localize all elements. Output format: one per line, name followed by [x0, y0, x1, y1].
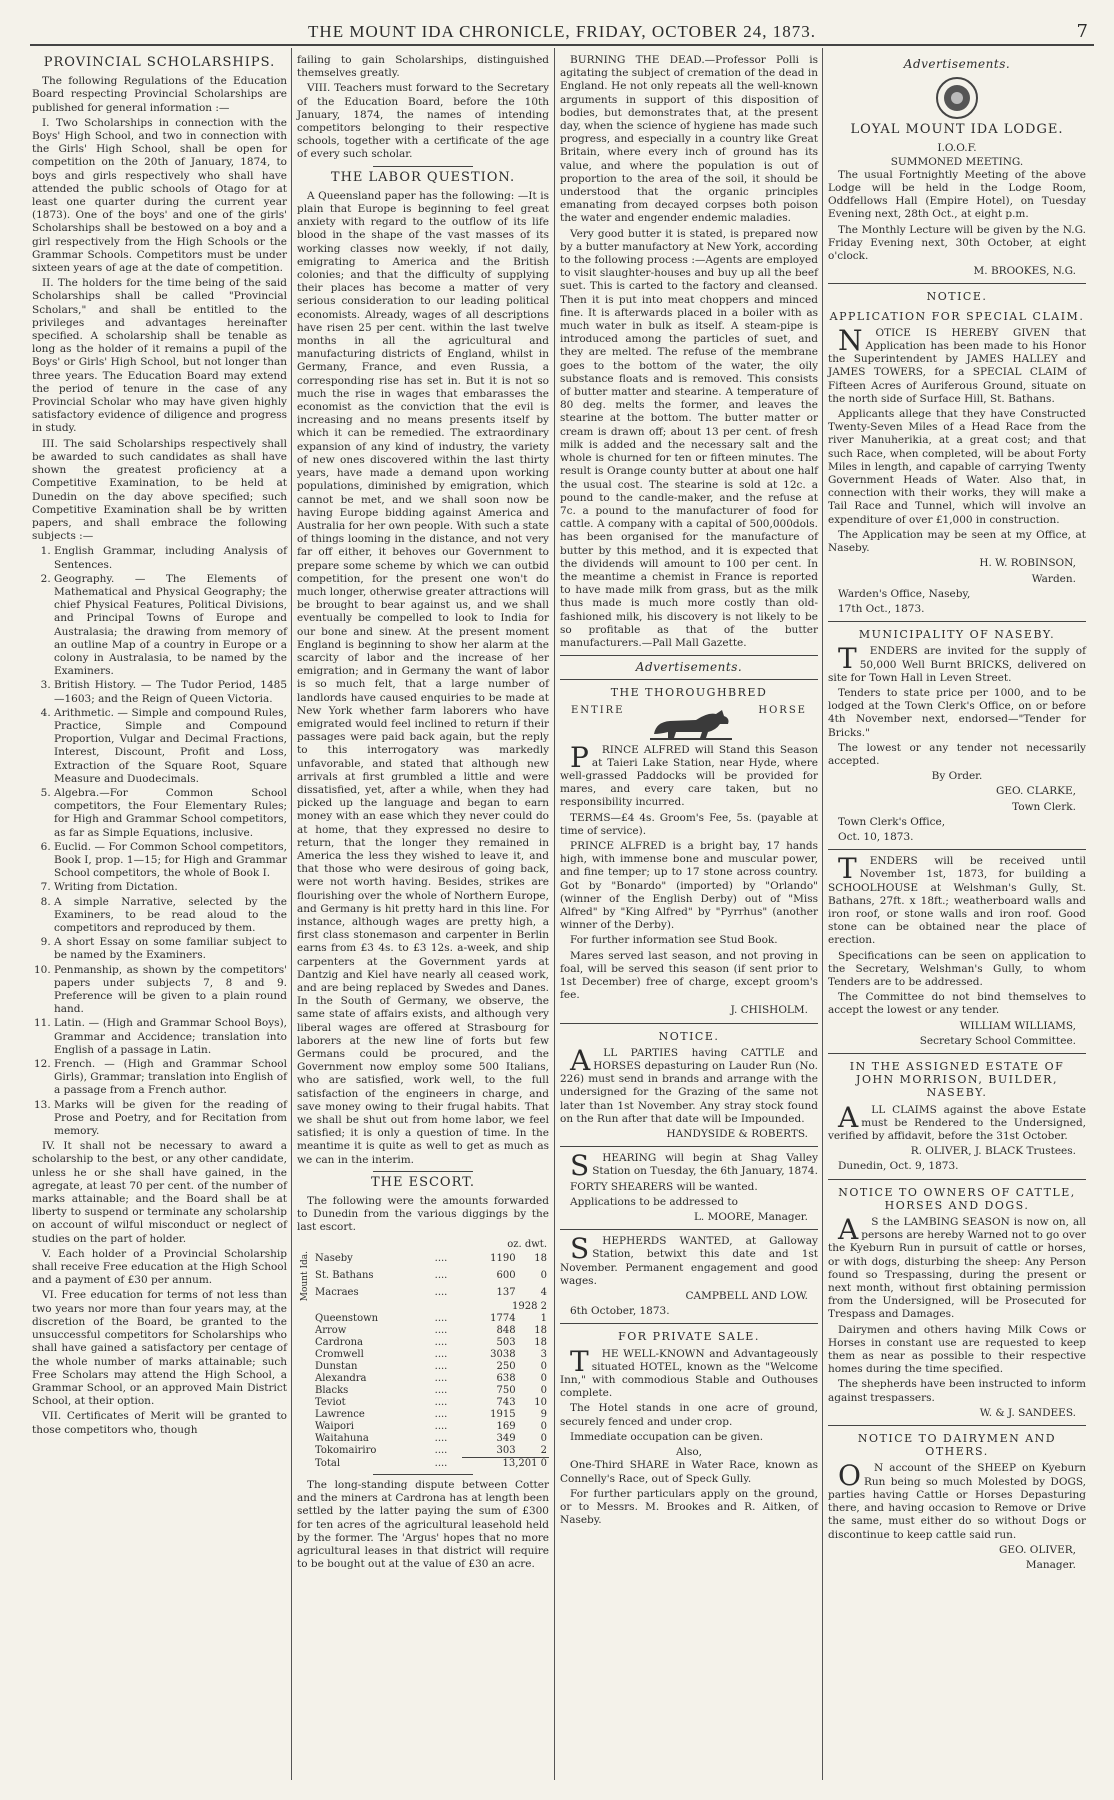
table-cell: Dunstan	[315, 1360, 358, 1372]
table-row: Tokomairiro .... 303 2	[315, 1444, 547, 1457]
table-cell: Blacks	[315, 1384, 349, 1396]
list-item: 5. Algebra.—For Common School competitors, the Four Elementary Rules; for High and Grammar School competitors, as far as Simple Equations, inclusive.	[54, 787, 287, 840]
column-rule	[291, 48, 292, 1780]
table-cell: Queenstown	[315, 1312, 379, 1324]
column-4	[828, 54, 1086, 1574]
signature: J. CHISHOLM.	[730, 1004, 808, 1017]
regulation-7-cont: failing to gain Scholarships, distinguished themselves greatly.	[297, 54, 549, 80]
lecture-text: The Monthly Lecture will be given by the N.G. Friday Evening next, 30th October, at eight o'clock.	[828, 223, 1086, 263]
signature: L. MOORE, Manager.	[693, 1211, 808, 1224]
hotel-ad: THE WELL-KNOWN and Advantageously situated HOTEL, known as the "Welcome Inn," with commodious Stable and Outhouses complete.	[560, 1344, 818, 1400]
masthead-title: THE MOUNT IDA CHRONICLE, FRIDAY, OCTOBER 24, 1873.	[308, 22, 816, 41]
shearing-ad: SHEARING will begin at Shag Valley Station on Tuesday, the 6th January, 1874.	[570, 1149, 818, 1183]
table-row: Mount Ida. Naseby .... 1190 18	[297, 1251, 549, 1268]
advertisements-heading: Advertisements.	[903, 57, 1011, 71]
table-cell: 0	[540, 1432, 547, 1444]
scholarships-heading: PROVINCIAL SCHOLARSHIPS.	[43, 55, 276, 70]
table-cell: Macraes	[315, 1286, 359, 1298]
trustee-name: J. BLACK	[974, 1145, 1024, 1158]
town-clerk-office: Town Clerk's Office,	[838, 815, 946, 828]
table-cell: 503	[496, 1336, 516, 1348]
table-row: Cromwell .... 3038 3	[315, 1348, 547, 1360]
table-cell: St. Bathans	[315, 1269, 374, 1281]
bricks-tender: TENDERS are invited for the supply of 50,000 Well Burnt BRICKS, delivered on site for Town Hall in Leven Street.	[828, 642, 1086, 684]
table-cell: 303	[496, 1444, 516, 1456]
escort-table	[297, 1239, 549, 1470]
list-item: 8. A simple Narrative, selected by the Examiners, to be read aloud to the competitors and reproduced by them.	[54, 896, 287, 936]
regulation-2: II. The holders for the time being of the said Scholarships shall be called "Provincial Scholars," and shall be entitled to the privileges and advantages hereinafter specified. A scholarship shall be tenable as long as the holder of it remains a pupil of the Boys' or Girls' High School, but not longer than three years. The Education Board may extend the period of tenure in the case of any Provincial Scholar who may have given highly satisfactory evidence of diligence and progress in study.	[32, 277, 287, 435]
estate-heading: IN THE ASSIGNED ESTATE OF JOHN MORRISON, BUILDER, NASEBY.	[849, 1060, 1065, 1100]
table-cell: 0	[540, 1269, 547, 1281]
table-row: Dunstan .... 250 0	[315, 1360, 547, 1372]
list-item: 7. Writing from Dictation.	[54, 881, 287, 894]
regulation-4: IV. It shall not be necessary to award a scholarship to the best, or any other candidate, unless he or she shall have gained, in the agregate, at least 70 per cent. of the number of marks attainable; and the Board shall be at liberty to suspend or terminate any scholarship on account of wilful misconduct or neglect of studies on the part of holder.	[32, 1140, 287, 1245]
table-cell: Cardrona	[315, 1336, 363, 1348]
mares-note: Mares served last season, and not proving in foal, will be served this season (if sent prior to 1st December) free of charge, except groom's fee.	[560, 949, 818, 1002]
page-number: 7	[1076, 21, 1088, 42]
lodge-heading: LOYAL MOUNT IDA LODGE.	[850, 122, 1064, 138]
sheep-notice: ON account of the SHEEP on Kyeburn Run being so much Molested by DOGS, parties having Cattle or Horses Depasturing there, and having occasion to Remove or Drive the same, must either do so without Dogs or discontinue to keep cattle said run.	[828, 1459, 1086, 1541]
table-cell: 18	[534, 1336, 547, 1348]
divider	[828, 621, 1086, 622]
signature: CAMPBELL AND LOW.	[685, 1290, 808, 1303]
table-cell: Alexandra	[315, 1372, 367, 1384]
table-cell: 1	[540, 1312, 547, 1324]
list-item: 4. Arithmetic. — Simple and compound Rules, Practice, Simple and Compound Proportion, Vulgar and Decimal Fractions, Interest, Discount, Profit and Loss, Extraction of the Square Root, Square Measure and Duodecimals.	[54, 707, 287, 786]
table-cell: 18	[534, 1253, 547, 1265]
horse-ad-title: THE THOROUGHBRED	[610, 686, 768, 700]
divider	[560, 1146, 818, 1147]
butter-article: Very good butter it is stated, is prepared now by a butter manufactory at New York, according to the following process :—Agents are employed to visit slaughter-houses and buy up all the beef suet. This is carted to the factory and cleansed. Then it is put into meat choppers and minced fine. It is afterwards placed in a boiler with as much water in bulk as itself. A steam-pipe is introduced among the particles of suet, and they are melted. The refuse of the membrane goes to the bottom of the water, the oily substance floats and is removed. This consists of butter matter and stearine. A temperature of 80 deg. melts the former, and leaves the stearine at the bottom. The butter matter or cream is drawn off; about 13 per cent. of fresh milk is added and the necessary salt and the whole is churned for ten or fifteen minutes. The result is Orange county butter at about one half the usual cost. The stearine is sold at 12c. a pound to the candle-maker, and the refuse at 7c. a pound to the manufacturer of food for cattle. A company with a capital of 500,000dols. has been organised for the manufacture of butter by this method, and it is expected that the dividends will amount to 100 per cent. In the meantime a chemist in France is reported to have made milk from grass, but as the milk thus made is much more costly than old-fashioned milk, his discovery is not likely to be so profitable as that of the butter manufacturers.—Pall Mall Gazette.	[560, 227, 818, 649]
subjects-list	[32, 545, 287, 1138]
signature-title: Manager.	[1025, 1558, 1076, 1571]
warden-date: 17th Oct., 1873.	[838, 602, 925, 615]
table-cell: 1915	[490, 1408, 516, 1420]
dairymen-heading: NOTICE TO DAIRYMEN AND OTHERS.	[857, 1432, 1057, 1459]
divider	[828, 283, 1086, 284]
signature: M. BROOKES, N.G.	[973, 265, 1076, 278]
divider	[828, 849, 1086, 850]
list-item: 3. British History. — The Tudor Period, 1485—1603; and the Reign of Queen Victoria.	[54, 679, 287, 705]
table-cell: Waitahuna	[315, 1432, 369, 1444]
table-cell: Tokomairiro	[315, 1445, 377, 1457]
table-cell: Lawrence	[315, 1408, 365, 1420]
table-cell: 1774	[490, 1312, 516, 1324]
column-2	[297, 54, 549, 1573]
table-cell: 349	[496, 1432, 516, 1444]
list-item: 9. A short Essay on some familiar subject to be named by the Examiners.	[54, 936, 287, 962]
table-row: Queenstown .... 1774 1	[315, 1312, 547, 1324]
regulation-5: V. Each holder of a Provincial Scholarship shall receive Free education at the High School and a payment of £30 per annum.	[32, 1247, 287, 1287]
shearers-wanted: FORTY SHEARERS will be wanted.	[570, 1180, 758, 1193]
private-sale-heading: FOR PRIVATE SALE.	[618, 1330, 760, 1344]
schoolhouse-tender-2: Specifications can be seen on application to the Secretary, Welshman's Gully, to whom Tenders are to be addressed.	[828, 949, 1086, 988]
labor-heading: THE LABOR QUESTION.	[330, 169, 516, 185]
signature: H. W. ROBINSON,	[979, 557, 1076, 570]
table-row: Macraes .... 137 4	[297, 1284, 549, 1301]
shepherds-ad: SHEPHERDS WANTED, at Galloway Station, betwixt this date and 1st November. Permanent engagement and good wages.	[560, 1232, 818, 1287]
column-rule	[554, 48, 555, 1780]
list-item: 12. French. — (High and Grammar School Girls), Grammar; translation into English of a passage from a French author.	[54, 1058, 287, 1098]
special-claim-heading: APPLICATION FOR SPECIAL CLAIM.	[829, 309, 1085, 323]
divider	[373, 1474, 474, 1475]
table-row: Waitahuna .... 349 0	[315, 1432, 547, 1444]
dunedin-date: Dunedin, Oct. 9, 1873.	[838, 1160, 959, 1173]
signature: W. & J. SANDEES.	[979, 1406, 1076, 1419]
list-item: 1. English Grammar, including Analysis of Sentences.	[54, 545, 287, 571]
table-cell: 250	[496, 1360, 516, 1372]
signature-title: Warden.	[1031, 572, 1076, 585]
signature: GEO. OLIVER,	[999, 1543, 1076, 1556]
table-row: Blacks .... 750 0	[315, 1384, 547, 1396]
stud-book-note: For further information see Stud Book.	[570, 934, 778, 947]
table-cell: 3038	[490, 1348, 516, 1360]
divider	[560, 1229, 818, 1230]
table-cell: 1928 2	[512, 1300, 547, 1312]
lodge-text: The usual Fortnightly Meeting of the above Lodge will be held in the Lodge Room, Oddfellows Hall (Empire Hotel), on Tuesday Evening next, 28th Oct., at eight p.m.	[828, 168, 1086, 221]
warden-office: Warden's Office, Naseby,	[838, 587, 971, 600]
lambing-notice-2: Dairymen and others having Milk Cows or Horses in constant use are requested to keep them as near as possible to their respective homes during the time specified.	[828, 1323, 1086, 1376]
all-parties-ad: ALL PARTIES having CATTLE and HORSES depasturing on Lauder Run (No. 226) must send in brands and arrange with the undersigned for the Grazing of the same not later than 1st November. Any stray stock found on the Run after that date will be Impounded.	[560, 1043, 818, 1125]
list-item: 13. Marks will be given for the reading of Prose and Poetry, and for Recitation from memory.	[54, 1099, 287, 1139]
water-share: One-Third SHARE in Water Race, known as Connelly's Race, out of Speck Gully.	[560, 1459, 818, 1485]
regulation-3: III. The said Scholarships respectively shall be awarded to such candidates as shall have shown the greatest proficiency at a Competitive Examination, to be held at Dunedin on the day above specified; such Competitive Examination shall be by written papers, and shall embrace the following subjects :—	[32, 437, 287, 543]
by-order: By Order.	[931, 770, 983, 783]
table-row: Teviot .... 743 10	[315, 1396, 547, 1408]
table-cell: 0	[540, 1420, 547, 1432]
hotel-occupation: Immediate occupation can be given.	[570, 1430, 764, 1443]
advertisements-heading: Advertisements.	[635, 660, 743, 675]
signature: R. OLIVER, J. BLACK Trustees.	[910, 1145, 1076, 1158]
table-cell: Arrow	[315, 1324, 347, 1336]
prince-description: PRINCE ALFRED is a bright bay, 17 hands high, with immense bone and muscular power, and fine temper; up to 17 stone across country. Got by "Bonardo" (imported) by "Orlando" (winner of the English Derby) out of "Miss Alfred" by "King Alfred" by "Pyrrhus" (another winner of the Derby).	[560, 839, 818, 932]
table-cell: 3	[540, 1348, 547, 1360]
table-cell: 137	[496, 1286, 516, 1298]
trustees-label: Trustees.	[1026, 1145, 1076, 1158]
claim-details: Applicants allege that they have Constructed Twenty-Seven Miles of a Head Race from the river Manuherikia, at a great cost; and that such Race, when completed, will be about Forty Miles in length, and capable of carrying Twenty Government Heads of Water. Also that, in connection with their works, they will make a Tail Race and Tunnel, which will involve an expenditure of over £1,000 in construction.	[828, 408, 1086, 526]
table-row: Cardrona .... 503 18	[315, 1336, 547, 1348]
table-row: Total .... 13,201 0	[315, 1457, 547, 1469]
escort-group-label: Mount Ida.	[300, 1250, 310, 1301]
table-cell: Waipori	[315, 1420, 354, 1432]
table-cell: 0	[540, 1384, 547, 1396]
table-row: St. Bathans .... 600 0	[297, 1267, 549, 1284]
table-cell: 743	[496, 1396, 516, 1408]
table-row	[297, 1239, 549, 1251]
table-cell: 18	[534, 1324, 547, 1336]
notice-heading: NOTICE.	[658, 1029, 720, 1043]
trustee-name: R. OLIVER	[910, 1145, 969, 1158]
table-cell: Naseby	[315, 1253, 353, 1265]
regulation-6: VI. Free education for terms of not less than two years nor more than four years may, at the discretion of the Board, be granted to the unsuccessful competitors for Scholarships who shall have gained a satisfactory per centage of the whole number of marks attainable; such Free Scholars may attend the High School, a Grammar School, or an approved Main District School, at their option.	[32, 1289, 287, 1408]
signature: WILLIAM WILLIAMS,	[959, 1019, 1076, 1032]
divider	[560, 1323, 818, 1324]
lambing-notice-3: The shepherds have been instructed to inform against trespassers.	[828, 1378, 1086, 1404]
table-cell: Teviot	[315, 1396, 346, 1408]
divider	[373, 1171, 474, 1172]
schoolhouse-tender: TENDERS will be received until November 1st, 1873, for building a SCHOOLHOUSE at Welshman's Gully, St. Bathans, 27ft. x 18ft.; weatherboard walls and iron roof, or stone walls and iron roof. Good stone can be obtained near the place of erection.	[828, 852, 1086, 947]
list-item: 10. Penmanship, as shown by the competitors' papers under subjects 7, 8 and 9. Preference will be given to a plain round hand.	[54, 964, 287, 1017]
signature-title: Town Clerk.	[1012, 800, 1076, 813]
claim-notice: NOTICE IS HEREBY GIVEN that Application has been made to his Honor the Superintendent by JAMES HALLEY and JAMES TOWERS, for a SPECIAL CLAIM of Fifteen Acres of Auriferous Ground, situate on the north side of Surface Hill, St. Bathans.	[828, 323, 1086, 405]
divider	[560, 1023, 818, 1024]
regulation-8: VIII. Teachers must forward to the Secretary of the Education Board, before the 10th January, 1874, the names of intending competitors belonging to their respective schools, together with a certificate of the age of every such scholar.	[297, 82, 549, 161]
table-cell: 169	[496, 1420, 516, 1432]
table-row: Lawrence .... 1915 9	[315, 1408, 547, 1420]
regulation-7: VII. Certificates of Merit will be granted to those competitors who, though	[32, 1410, 287, 1436]
masthead	[30, 18, 1094, 46]
table-row	[297, 1301, 549, 1313]
lambing-notice: AS the LAMBING SEASON is now on, all persons are hereby Warned not to go over the Kyeburn Run in pursuit of cattle or horses, or with dogs, disturbing the sheep: Any Person found so Trespassing, during the present or next month, without first obtaining permission from the Undersigned, will be Prosecuted for Trespass and Damages.	[828, 1213, 1086, 1321]
bricks-tender-3: The lowest or any tender not necessarily accepted.	[828, 741, 1086, 767]
horse-ad-left: ENTIRE	[570, 704, 625, 716]
table-row: Waipori .... 169 0	[315, 1420, 547, 1432]
escort-total: 13,201 0	[462, 1457, 549, 1470]
column-1	[32, 54, 287, 1439]
also-label: Also,	[676, 1446, 702, 1459]
terms: TERMS—£4 4s. Groom's Fee, 5s. (payable at time of service).	[560, 811, 818, 837]
table-row: Alexandra .... 638 0	[315, 1372, 547, 1384]
divider	[560, 679, 818, 680]
signature-title: Secretary School Committee.	[919, 1034, 1076, 1047]
signature: GEO. CLARKE,	[995, 785, 1076, 798]
divider	[373, 166, 474, 167]
divider	[828, 1053, 1086, 1054]
table-cell: 4	[540, 1286, 547, 1298]
claim-office: The Application may be seen at my Office, at Naseby.	[828, 528, 1086, 555]
divider	[560, 655, 818, 656]
regulation-1: I. Two Scholarships in connection with the Boys' High School, and two in connection with the Girls' High School, shall be open for competition on the 20th of January, 1874, to boys and girls respectively who shall have attended the public schools of Otago for at least one quarter during the current year (1873). One of the boys' and one of the girls' Scholarships shall be bestowed on a boy and a girl respectively from the High Schools or the Grammar Schools. Competitors must be under sixteen years of age at the date of competition.	[32, 116, 287, 275]
table-cell: 848	[496, 1324, 516, 1336]
bricks-tender-2: Tenders to state price per 1000, and to be lodged at the Town Clerk's Office, on or before 4th November next, endorsed—"Tender for Bricks."	[828, 686, 1086, 739]
applications-note: Applications to be addressed to	[570, 1195, 738, 1208]
owners-heading: NOTICE TO OWNERS OF CATTLE, HORSES AND DOGS.	[838, 1185, 1076, 1212]
list-item: 6. Euclid. — For Common School competitors, Book I, prop. 1—15; for High and Grammar School competitors, the whole of Book I.	[54, 841, 287, 881]
municipality-heading: MUNICIPALITY OF NASEBY.	[858, 628, 1056, 642]
prince-alfred-ad: PRINCE ALFRED will Stand this Season at Taieri Lake Station, near Hyde, where well-grassed Paddocks will be provided for mares, and every care taken, but no responsibility incurred.	[560, 740, 818, 809]
burning-dead-article: BURNING THE DEAD.—Professor Polli is agitating the subject of cremation of the dead in England. He not only repeats all the well-known arguments in support of this disposition of bodies, but demonstrates that, at the present day, when the science of hygiene has made such progress, and especially in a country like Great Britain, where every inch of ground has its value, and where the population is out of proportion to the area of the soil, it should be understood that the organic principles emanating from decayed corpses both poison the water and engender endemic maladies.	[560, 54, 818, 225]
table-cell: Cromwell	[315, 1348, 364, 1360]
escort-total-label: Total	[315, 1457, 341, 1469]
table-row: Arrow .... 848 18	[315, 1324, 547, 1336]
table-cell: 9	[540, 1408, 547, 1420]
list-item: 2. Geography. — The Elements of Mathematical and Physical Geography; the chief Physical Features, Political Divisions, and Principal Towns of Europe and Australasia; the drawing from memory of an outline Map of a country in Europe or a colony in Australasia, to be named by the Examiners.	[54, 573, 287, 679]
table-cell: 750	[496, 1384, 516, 1396]
summoned-meeting: SUMMONED MEETING.	[890, 155, 1024, 168]
oddfellows-emblem-icon	[934, 75, 980, 121]
cardrona-paragraph: The long-standing dispute between Cotter and the miners at Cardrona has at length been settled by the latter paying the sum of £300 for ten acres of the agricultural leasehold held by the former. The 'Argus' hopes that no more agricultural leases in that district will require to be bought out at the value of £30 an acre.	[297, 1478, 549, 1571]
table-cell: 0	[540, 1360, 547, 1372]
town-clerk-date: Oct. 10, 1873.	[838, 830, 914, 843]
notice-heading: NOTICE.	[926, 290, 988, 304]
signature: HANDYSIDE & ROBERTS.	[666, 1128, 808, 1141]
list-item: 11. Latin. — (High and Grammar School Boys), Grammar and Accidence; translation into English of a passage in Latin.	[54, 1017, 287, 1057]
column-rule	[822, 48, 823, 1780]
column-3	[560, 54, 818, 1529]
table-cell: 0	[540, 1372, 547, 1384]
horse-ad-right: HORSE	[758, 704, 807, 716]
schoolhouse-tender-3: The Committee do not bind themselves to accept the lowest or any tender.	[828, 991, 1086, 1017]
divider	[828, 1179, 1086, 1180]
scholarships-intro: The following Regulations of the Education Board respecting Provincial Scholarships are published for general information :—	[32, 75, 287, 114]
escort-intro: The following were the amounts forwarded to Dunedin from the various diggings by the last escort.	[297, 1195, 549, 1234]
apply-note: For further particulars apply on the ground, or to Messrs. M. Brookes and R. Aitken, of Naseby.	[560, 1487, 818, 1527]
lodge-subheading: I.O.O.F.	[937, 142, 977, 155]
table-cell: 1190	[490, 1253, 516, 1265]
hotel-ground: The Hotel stands in one acre of ground, securely fenced and under crop.	[560, 1402, 818, 1428]
table-cell: 10	[534, 1396, 547, 1408]
horse-icon	[646, 704, 736, 744]
claims-notice: ALL CLAIMS against the above Estate must be Rendered to the Undersigned, verified by affidavit, before the 31st October.	[828, 1100, 1086, 1143]
labor-article: A Queensland paper has the following: —It is plain that Europe is beginning to feel great anxiety with regard to the outflow of its life blood in the shape of the vast masses of its working classes now weekly, if not daily, emigrating to America and the British colonies; and that the difficulty of supplying their places has become a matter of very serious consideration to our leading political economists. Already, wages of all descriptions have risen 25 per cent. within the last twelve months in all the agricultural and manufacturing districts of England, whilst in Germany, France, and even Russia, a corresponding rise has set in. But it is not so much the rise in wages that embarasses the economist as the conviction that the evil is increasing and no means presents itself by which it can be remedied. The extraordinary expansion of any kind of industry, the variety of new ones discovered within the last thirty years, have made a demand upon working populations, diminished by emigration, which cannot be met, and we shall soon now be having Europe bidding against America and Australia for her own people. With such a state of things looming in the distance, and not very far off either, it behoves our Government to prepare some scheme by which we can outbid competition, for the present one won't do much longer, otherwise greater attractions will be brought to bear against us, and we shall eventually be compelled to look to India for our bone and sinew. At the present moment England is beginning to show her alarm at the scarcity of labor and the increase of her emigration; and in Germany the want of labor is so much felt, that a large number of landlords have caused enquiries to be made at New York whether farm laborers who have emigrated would feel inclined to return if their passages were paid back again, but the reply to this interrogatory was markedly unfavorable, and stated that although new arrivals at first grumbled a little and were dissatisfied, yet, after a while, when they had picked up the language and began to earn money with an ease which they never could do at home, that they expressed no desire to return, that the longer they remained in America the less they wished to leave it, and that those who were desirous of going back, were not worth having. Besides, strikes are flourishing over the whole of Northern Europe, and Germany is hit pretty hard in this line. For instance, although wages are pretty high, a first class stonemason and carpenter in Berlin earns from £3 4s. to £3 12s. a-week, and ship carpenters at the Government yards at Dantzig and Kiel have nearly all ceased work, and are being replaced by Swedes and Danes. In the South of Germany, we observe, the same state of affairs exists, and although very liberal wages are offered at Strasbourg for laborers at the new line of forts but few Germans could be procured, and the Government now employ some 500 Italians, who are satisfied, work well, to the full satisfaction of the engineers in charge, and save money owing to their frugal habits. That we shall be shut out from home labor, we feel satisfied; it is only a question of time. In the meantime it is quite as well to get as much as we can in the interim.	[297, 189, 549, 1166]
table-cell	[297, 1239, 313, 1251]
table-header: oz. dwt.	[507, 1238, 547, 1250]
table-cell: 2	[540, 1444, 547, 1456]
table-cell: 638	[496, 1372, 516, 1384]
horse-ad-banner	[560, 704, 818, 744]
escort-heading: THE ESCORT.	[370, 1174, 476, 1190]
campbell-date: 6th October, 1873.	[570, 1305, 670, 1318]
table-cell: 600	[496, 1269, 516, 1281]
divider	[828, 1425, 1086, 1426]
